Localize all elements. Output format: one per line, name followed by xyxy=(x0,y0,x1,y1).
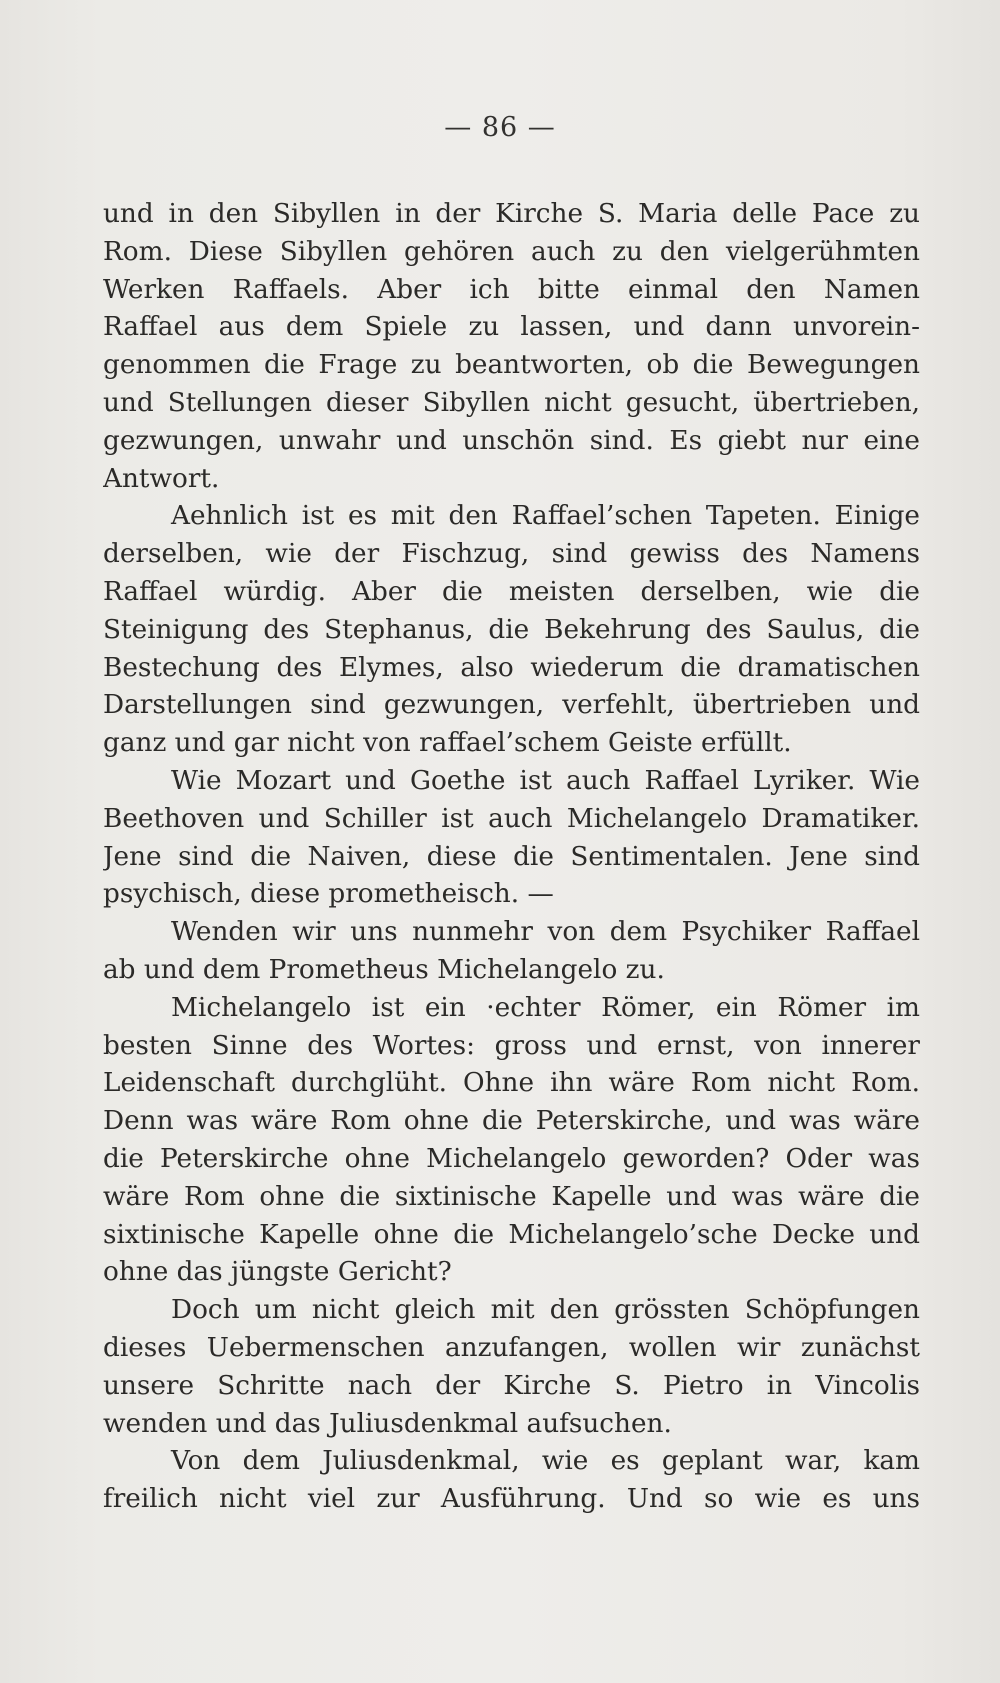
text-line: wäre Rom ohne die sixtinische Kapelle und was wäre die xyxy=(103,1181,920,1212)
text-line: sixtinische Kapelle ohne die Michelangelo’sche Decke und xyxy=(103,1219,920,1250)
text-line: gezwungen, unwahr und unschön sind. Es giebt nur eine xyxy=(103,425,920,456)
text-line: besten Sinne des Wortes: gross und ernst, von innerer xyxy=(103,1030,920,1061)
text-line: die Peterskirche ohne Michelangelo geworden? Oder was xyxy=(103,1143,920,1174)
text-line: Steinigung des Stephanus, die Bekehrung des Saulus, die xyxy=(103,614,920,645)
text-line: ganz und gar nicht von raffael’schem Geiste erfüllt. xyxy=(103,728,792,759)
text-line: und in den Sibyllen in der Kirche S. Maria delle Pace zu xyxy=(103,199,920,229)
text-line: Bestechung des Elymes, also wiederum die dramatischen xyxy=(103,652,920,683)
text-line: Rom. Diese Sibyllen gehören auch zu den vielgerühmten xyxy=(103,236,920,267)
text-line: Doch um nicht gleich mit den grössten Schöpfungen xyxy=(171,1295,920,1326)
page-number: — 86 — xyxy=(444,112,556,143)
text-line: Jene sind die Naiven, diese die Sentimentalen. Jene sind xyxy=(103,841,920,872)
text-line: Beethoven und Schiller ist auch Michelangelo Dramatiker. xyxy=(103,803,920,834)
text-line: ab und dem Prometheus Michelangelo zu. xyxy=(103,954,665,985)
text-line: Raffael würdig. Aber die meisten derselben, wie die xyxy=(103,576,920,607)
body-text xyxy=(103,196,920,1519)
text-line: freilich nicht viel zur Ausführung. Und so wie es uns xyxy=(103,1484,920,1515)
text-line: Denn was wäre Rom ohne die Peterskirche, und was wäre xyxy=(103,1106,920,1137)
text-line: genommen die Frage zu beantworten, ob die Bewegungen xyxy=(103,350,920,381)
text-line: Wie Mozart und Goethe ist auch Raffael Lyriker. Wie xyxy=(171,765,920,796)
text-line: und Stellungen dieser Sibyllen nicht gesucht, übertrieben, xyxy=(103,387,920,418)
text-line: Raffael aus dem Spiele zu lassen, und dann unvorein- xyxy=(103,312,920,343)
text-line: Darstellungen sind gezwungen, verfehlt, übertrieben und xyxy=(103,690,920,721)
text-line: Michelangelo ist ein ·echter Römer, ein Römer im xyxy=(171,992,920,1023)
text-line: derselben, wie der Fischzug, sind gewiss des Namens xyxy=(103,539,920,570)
text-line: ohne das jüngste Gericht? xyxy=(103,1257,452,1288)
text-line: Leidenschaft durchglüht. Ohne ihn wäre Rom nicht Rom. xyxy=(103,1068,920,1099)
text-line: Wenden wir uns nunmehr von dem Psychiker Raffael xyxy=(171,917,920,948)
text-line: Aehnlich ist es mit den Raffael’schen Tapeten. Einige xyxy=(171,501,920,532)
text-line: psychisch, diese prometheisch. — xyxy=(103,879,554,910)
text-line: Antwort. xyxy=(103,463,220,494)
text-line: dieses Uebermenschen anzufangen, wollen wir zunächst xyxy=(103,1332,920,1363)
text-line: unsere Schritte nach der Kirche S. Pietro in Vincolis xyxy=(103,1370,920,1401)
text-line: Werken Raffaels. Aber ich bitte einmal den Namen xyxy=(103,274,920,305)
text-line: wenden und das Juliusdenkmal aufsuchen. xyxy=(103,1408,672,1439)
text-line: Von dem Juliusdenkmal, wie es geplant war, kam xyxy=(171,1446,920,1477)
